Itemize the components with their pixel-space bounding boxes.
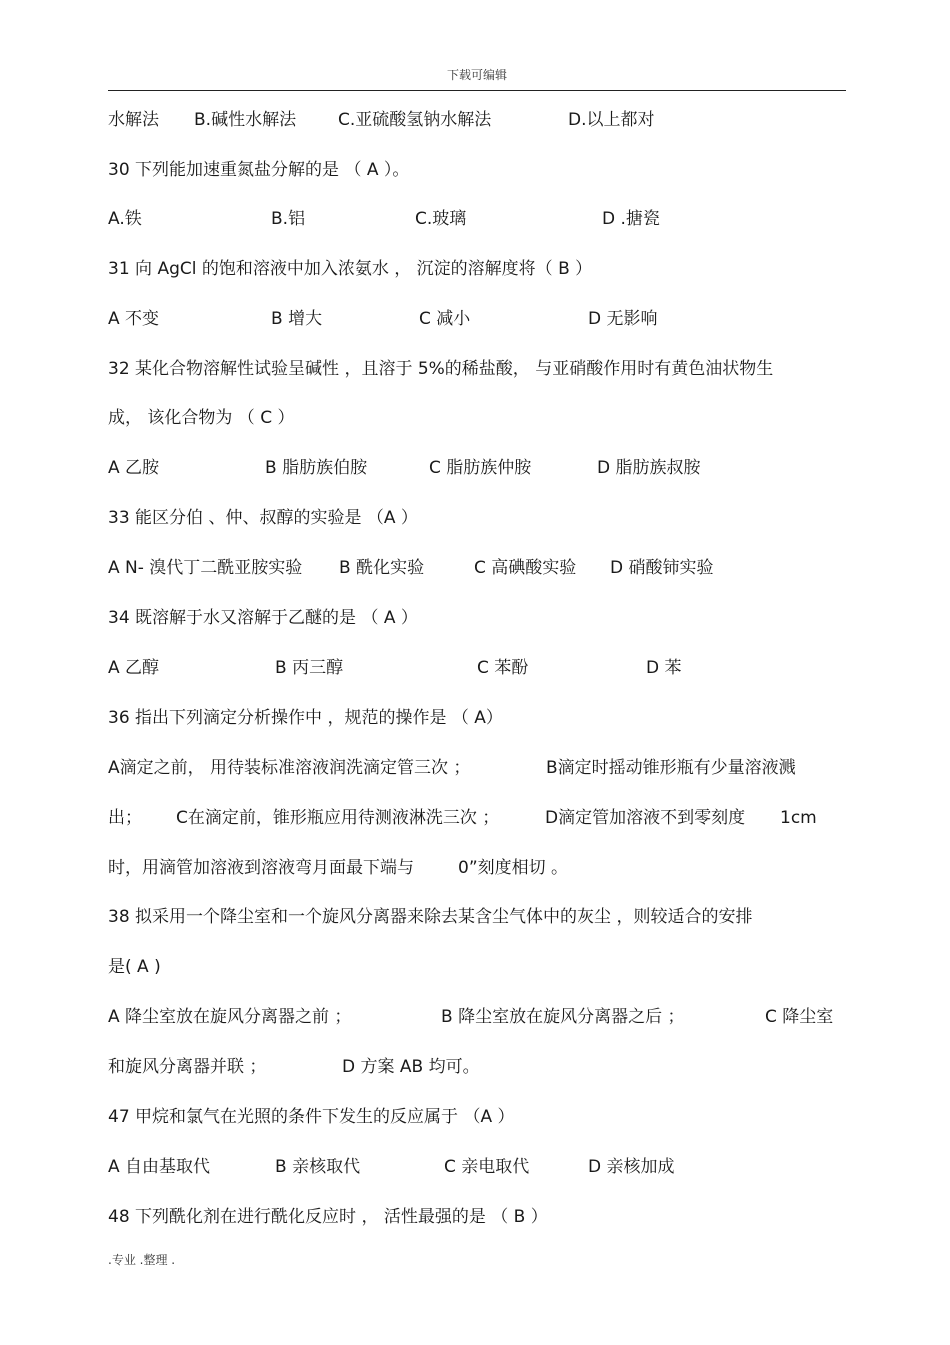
- option-segment: D 苯: [646, 658, 682, 678]
- option-segment: D.以上都对: [568, 110, 655, 130]
- option-segment: 1cm: [780, 808, 817, 828]
- page-header: 下载可编辑: [446, 68, 507, 82]
- question-text: 47 甲烷和氯气在光照的条件下发生的反应属于 （A ）: [108, 1107, 515, 1127]
- question-text: 30 下列能加速重氮盐分解的是 （ A ）。: [108, 160, 410, 180]
- option-segment: C 脂肪族仲胺: [429, 458, 532, 478]
- question-text: 38 拟采用一个降尘室和一个旋风分离器来除去某含尘气体中的灰尘 ，则较适合的安排: [108, 907, 753, 927]
- option-segment: A 乙胺: [108, 458, 160, 478]
- option-segment: A 乙醇: [108, 658, 160, 678]
- option-segment: A 不变: [108, 309, 160, 329]
- question-text: 31 向 AgCl 的饱和溶液中加入浓氨水 ， 沉淀的溶解度将（ B ）: [108, 259, 593, 279]
- option-segment: 0”刻度相切 。: [458, 858, 569, 878]
- question-text: 48 下列酰化剂在进行酰化反应时 ， 活性最强的是 （ B ）: [108, 1207, 548, 1227]
- option-segment: B 降尘室放在旋风分离器之后 ；: [441, 1007, 685, 1027]
- option-segment: 水解法: [108, 110, 159, 130]
- option-segment: D 方案 AB 均可。: [342, 1057, 480, 1077]
- question-text: 33 能区分伯 、仲、叔醇的实验是 （A ）: [108, 508, 418, 528]
- option-segment: A N- 溴代丁二酰亚胺实验: [108, 558, 303, 578]
- option-segment: B滴定时摇动锥形瓶有少量溶液溅: [546, 758, 796, 778]
- question-text: 成， 该化合物为 （ C ）: [108, 408, 295, 428]
- option-segment: C.亚硫酸氢钠水解法: [338, 110, 492, 130]
- option-segment: C 降尘室: [765, 1007, 834, 1027]
- option-segment: 出；: [108, 808, 142, 828]
- question-text: 36 指出下列滴定分析操作中 ，规范的操作是 （ A）: [108, 708, 503, 728]
- option-segment: A.铁: [108, 209, 142, 229]
- question-text: 34 既溶解于水又溶解于乙醚的是 （ A ）: [108, 608, 418, 628]
- option-segment: B 丙三醇: [275, 658, 344, 678]
- option-segment: C在滴定前，锥形瓶应用待测液淋洗三次 ；: [176, 808, 500, 828]
- option-segment: B 增大: [271, 309, 323, 329]
- option-segment: D 硝酸铈实验: [610, 558, 714, 578]
- option-segment: D 亲核加成: [588, 1157, 675, 1177]
- option-segment: C 高碘酸实验: [474, 558, 577, 578]
- question-text: 32 某化合物溶解性试验呈碱性 ，且溶于 5%的稀盐酸， 与亚硝酸作用时有黄色油状物生: [108, 359, 774, 379]
- option-segment: 时，用滴管加溶液到溶液弯月面最下端与: [108, 858, 414, 878]
- option-segment: D 脂肪族叔胺: [597, 458, 701, 478]
- option-segment: D 无影响: [588, 309, 658, 329]
- header-rule: [108, 90, 846, 91]
- option-segment: C.玻璃: [415, 209, 467, 229]
- option-segment: C 亲电取代: [444, 1157, 530, 1177]
- option-segment: A 自由基取代: [108, 1157, 211, 1177]
- option-segment: D .搪瓷: [602, 209, 660, 229]
- option-segment: D滴定管加溶液不到零刻度: [545, 808, 746, 828]
- option-segment: A滴定之前， 用待装标准溶液润洗滴定管三次 ；: [108, 758, 471, 778]
- option-segment: B 酰化实验: [339, 558, 425, 578]
- page-footer: .专业 .整理 .: [108, 1253, 176, 1267]
- option-segment: B.碱性水解法: [194, 110, 297, 130]
- option-segment: B 亲核取代: [275, 1157, 361, 1177]
- option-segment: B.铝: [271, 209, 306, 229]
- option-segment: C 苯酚: [477, 658, 529, 678]
- option-segment: B 脂肪族伯胺: [265, 458, 368, 478]
- option-segment: A 降尘室放在旋风分离器之前 ；: [108, 1007, 352, 1027]
- question-text: 是( A ): [108, 957, 161, 977]
- option-segment: 和旋风分离器并联 ；: [108, 1057, 267, 1077]
- option-segment: C 减小: [419, 309, 471, 329]
